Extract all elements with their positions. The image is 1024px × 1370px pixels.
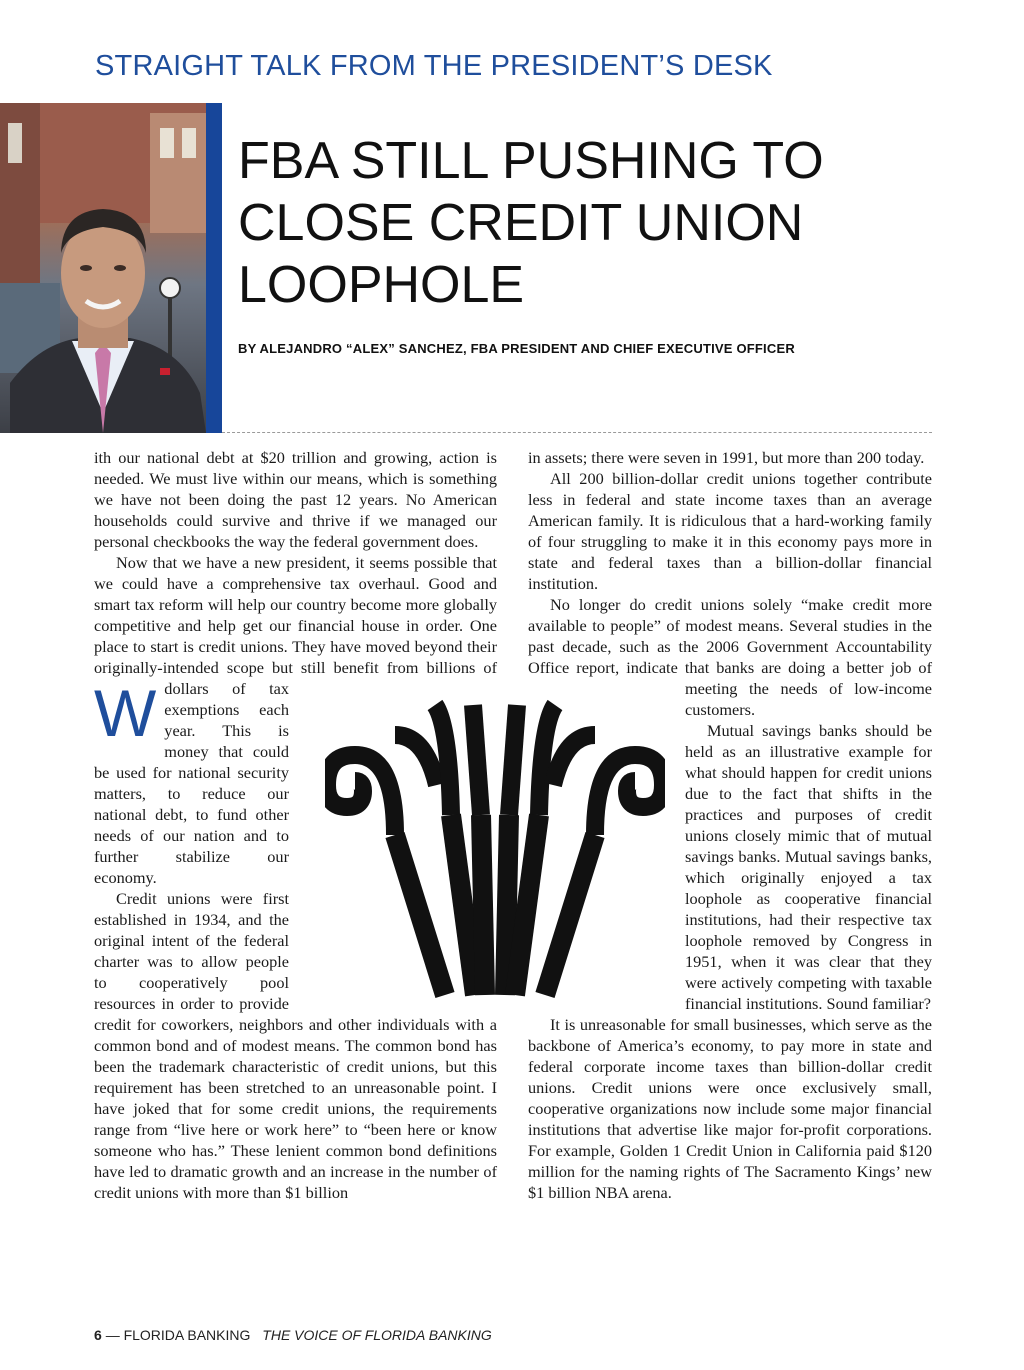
page-number: 6 xyxy=(94,1327,102,1343)
publication-tagline: THE VOICE OF FLORIDA BANKING xyxy=(262,1327,492,1343)
headline-line-2: CLOSE CREDIT UNION xyxy=(238,194,804,252)
page-footer xyxy=(94,1327,492,1343)
paragraph: ith our national debt at $20 trillion and growing, action is needed. We must live within our means, which is something we have not been doing the past 12 years. No American households could survive and thrive if we managed our personal checkbooks the way the federal government does. xyxy=(94,448,497,551)
paragraph: No longer do credit unions solely “make credit more available to people” of modest means. Several studies in the past decade, such as the 2006 Government Accountability Office report, indicate that banks are doing a better job of meeting the needs of low-income customers. xyxy=(528,595,932,719)
headline xyxy=(238,130,978,316)
accent-bar xyxy=(206,103,222,433)
paragraph: in assets; there were seven in 1991, but more than 200 today. xyxy=(528,448,925,467)
column-logo xyxy=(325,695,665,1015)
author-photo xyxy=(0,103,206,433)
kicker: STRAIGHT TALK FROM THE PRESIDENT’S DESK xyxy=(95,50,773,82)
author-photo-illustration xyxy=(0,103,206,433)
paragraph: It is unreasonable for small businesses, which serve as the backbone of America’s economy, to pay more in state and federal corporate income taxes than billion-dollar credit unions. Credit unions were once exclusively small, cooperative organizations now include some major financial institutions that advertise like major for-profit corporations. For example, Golden 1 Credit Union in California paid $120 million for the naming rights of The Sacramento Kings’ new $1 billion NBA arena. xyxy=(528,1015,932,1202)
headline-line-3: LOOPHOLE xyxy=(238,256,525,314)
publication-name: FLORIDA BANKING xyxy=(123,1327,251,1343)
paragraph: Now that we have a new president, it seems possible that we could have a comprehensive tax overhaul. Good and smart tax reform will help our country become more globally competitive and help get our financial house in order. One place to start is credit unions. They have moved beyond their originally-intended scope but still benefit from billions of dollars of tax exemptions each year. This is money that could be used for national security matters, to reduce our national debt, to fund other needs of our nation and to further stabilize our economy. xyxy=(94,553,497,887)
footer-separator: — xyxy=(105,1327,120,1343)
byline: BY ALEJANDRO “ALEX” SANCHEZ, FBA PRESIDENT AND CHIEF EXECUTIVE OFFICER xyxy=(238,341,795,356)
column-logo-icon xyxy=(325,695,665,1015)
paragraph: Credit unions were first established in 1934, and the original intent of the federal charter was to allow people to cooperatively pool resources in order to provide credit for coworkers, neighbors and other individuals with a common bond and of modest means. The common bond has been the trademark characteristic of credit unions, but this requirement has been stretched to an unreasonable point. I have joked that for some credit unions, the requirements range from “live here or work here” to “been here or know someone who has.” These lenient common bond definitions have led to dramatic growth and an increase in the number of credit unions with more than $1 billion xyxy=(94,889,497,1202)
paragraph: All 200 billion-dollar credit unions together contribute less in federal and state income taxes than an average American family. It is ridiculous that a hard-working family of four struggling to make it in this economy pays more in state and federal taxes than a billion-dollar financial institution. xyxy=(528,469,932,593)
paragraph: Mutual savings banks should be held as an illustrative example for what should happen for credit unions due to the fact that shifts in the practices and purposes of credit unions closely mimic that of mutual savings banks. Mutual savings banks, which originally enjoyed a tax loophole as cooperative financial institutions, had their respective tax loophole removed by Congress in 1951, when it was clear that they were actively competing with taxable financial institutions. Sound familiar? xyxy=(685,721,932,1013)
drop-cap: W xyxy=(94,676,157,750)
dashed-divider xyxy=(222,432,932,433)
headline-line-1: FBA STILL PUSHING TO xyxy=(238,132,824,190)
